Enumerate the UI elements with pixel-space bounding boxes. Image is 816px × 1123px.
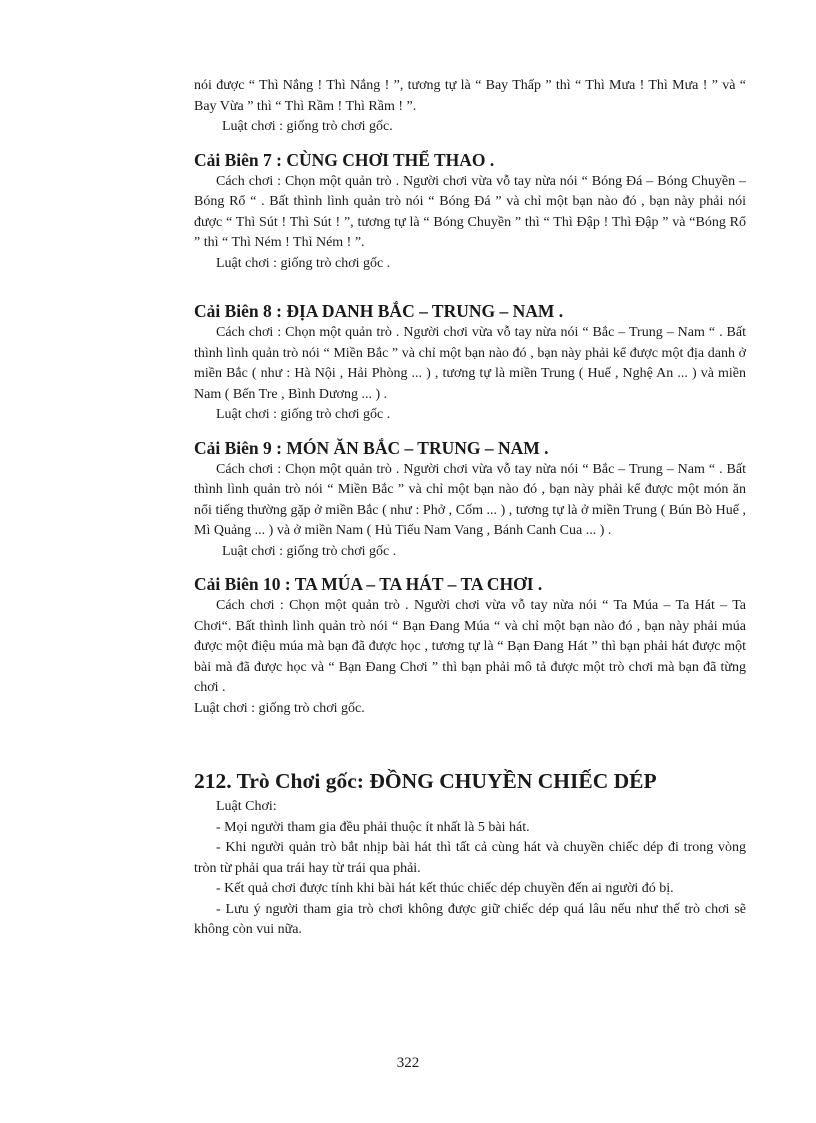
section-10-body: Cách chơi : Chọn một quản trò . Người chơi vừa vỗ tay nừa nói “ Ta Múa – Ta Hát – Ta Chơi“. Bất thình lình quản trò nói “ Bạn Đang Múa “ và chỉ một bạn nào đó , bạn này phải múa được một điệu múa mà bạn đã được học , tương tự là “ Bạn Đang Hát ” thì bạn phải hát được một bài mà đã được học và “ Bạn Đang Chơi ” thì bạn phải mô tả được một trò chơi mà bạn đã từng chơi . bbox=[194, 598, 746, 695]
section-9-rule: Luật chơi : giống trò chơi gốc . bbox=[222, 543, 397, 559]
section-7-body: Cách chơi : Chọn một quản trò . Người chơi vừa vỗ tay nừa nói “ Bóng Đá – Bóng Chuyền – Bóng Rổ “ . Bất thình lình quản trò nói “ Bóng Đá ” và chỉ một bạn nào đó , bạn này phải nói được “ Thì Sút ! Thì Sút ! ”, tương tự là “ Bóng Chuyền ” thì “ Thì Đập ! Thì Đập ” và “Bóng Rổ ” thì “ Thì Ném ! Thì Ném ! ”. bbox=[194, 173, 746, 250]
section-10-rule: Luật chơi : giống trò chơi gốc. bbox=[194, 700, 365, 716]
section-7-title: Cải Biên 7 : CÙNG CHƠI THỂ THAO . bbox=[194, 149, 495, 170]
section-7-rule: Luật chơi : giống trò chơi gốc . bbox=[216, 255, 391, 271]
rule-item: - Kết quả chơi được tính khi bài hát kết thúc chiếc dép chuyền đến ai người đó bị. bbox=[216, 881, 674, 896]
section-8-rule: Luật chơi : giống trò chơi gốc . bbox=[216, 407, 391, 422]
rule-item: - Mọi người tham gia đều phải thuộc ít nhất là 5 bài hát. bbox=[216, 819, 530, 835]
section-10-title: Cải Biên 10 : TA MÚA – TA HÁT – TA CHƠI . bbox=[194, 574, 543, 594]
section-8-title: Cải Biên 8 : ĐỊA DANH BẮC – TRUNG – NAM . bbox=[194, 301, 564, 321]
game-212-title: 212. Trò Chơi gốc: ĐỒNG CHUYỀN CHIẾC DÉP bbox=[194, 769, 657, 793]
page-content bbox=[194, 76, 746, 941]
rule-item: - Lưu ý người tham gia trò chơi không được giữ chiếc dép quá lâu nếu như thế trò chơi sẽ không còn vui nữa. bbox=[194, 901, 746, 937]
section-9-title: Cải Biên 9 : MÓN ĂN BẮC – TRUNG – NAM . bbox=[194, 437, 549, 458]
intro-paragraph: nói được “ Thì Nắng ! Thì Nắng ! ”, tương tự là “ Bay Thấp ” thì “ Thì Mưa ! Thì Mưa ! ” và “ Bay Vừa ” thì “ Thì Rầm ! Thì Rầm ! ”. bbox=[194, 78, 746, 114]
intro-rule: Luật chơi : giống trò chơi gốc. bbox=[222, 119, 393, 134]
page-number: 322 bbox=[396, 1055, 420, 1071]
game-212-rules-label: Luật Chơi: bbox=[216, 799, 277, 814]
game-212-rules-list bbox=[194, 818, 746, 941]
section-9-body: Cách chơi : Chọn một quản trò . Người chơi vừa vỗ tay nừa nói “ Bắc – Trung – Nam “ . Bất thình lình quản trò nói “ Miền Bắc ” và chỉ một bạn nào đó , bạn này phải kể được một món ăn nổi tiếng thường gặp ở miền Bắc ( như : Phở , Cốm ... ) , tương tự là ở miền Trung ( Bún Bò Huế , Mì Quảng ... ) và ở miền Nam ( Hủ Tiếu Nam Vang , Bánh Canh Cua ... ) . bbox=[194, 461, 746, 538]
rule-item: - Khi người quản trò bắt nhịp bài hát thì tất cả cùng hát và chuyền chiếc dép đi trong vòng tròn từ phải qua trái hay từ trái qua phải. bbox=[194, 840, 746, 876]
section-8-body: Cách chơi : Chọn một quản trò . Người chơi vừa vỗ tay nừa nói “ Bắc – Trung – Nam “ . Bất thình lình quản trò nói “ Miền Bắc ” và chỉ một bạn nào đó , bạn này phải kể được một địa danh ở miền Bắc ( như : Hà Nội , Hải Phòng ... ) , tương tự là miền Trung ( Huế , Nghệ An ... ) và miền Nam ( Bến Tre , Bình Dương ... ) . bbox=[194, 325, 746, 402]
